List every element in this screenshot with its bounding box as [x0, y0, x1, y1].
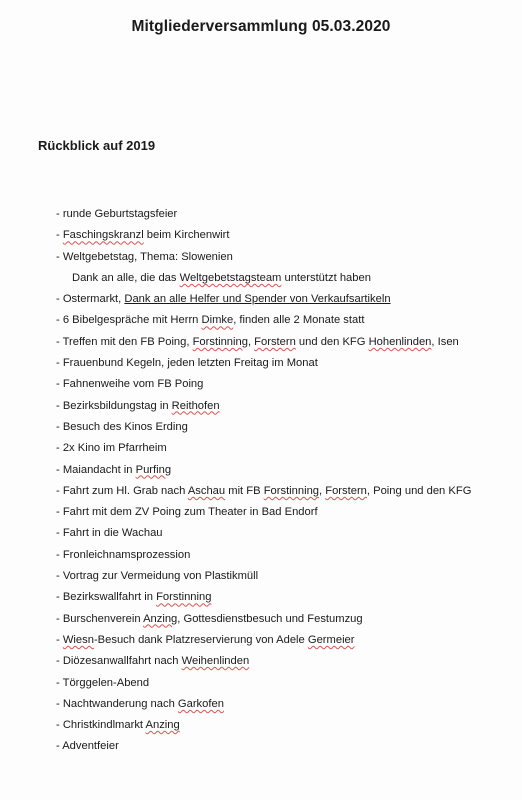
list-item-text: - — [56, 633, 63, 646]
list-item — [56, 417, 516, 438]
list-item-text: - Fahrt zum Hl. Grab nach — [56, 484, 188, 497]
list-item — [56, 694, 516, 715]
list-item-text: - Fahrt in die Wachau — [56, 527, 163, 540]
list-item — [56, 502, 516, 523]
list-item — [56, 630, 516, 651]
list-item — [56, 438, 516, 459]
activity-list — [56, 204, 516, 758]
spellcheck-word: Anzing — [143, 612, 178, 625]
list-item-text: - Fronleichnamsprozession — [56, 548, 191, 561]
list-item-text: beim Kirchenwirt — [143, 229, 230, 242]
spellcheck-word: Garkofen — [177, 697, 224, 710]
list-item — [56, 396, 516, 417]
list-item-text: - 2x Kino im Pfarrheim — [56, 442, 167, 455]
list-item — [56, 481, 516, 502]
spellcheck-word: Forstinning — [156, 591, 212, 604]
spellcheck-word: Purfing — [135, 463, 172, 476]
list-item-text: - Törggelen-Abend — [56, 676, 150, 689]
list-item — [56, 566, 516, 587]
list-item — [56, 523, 516, 544]
list-item — [56, 651, 516, 672]
spellcheck-word: Forstinning — [192, 335, 248, 348]
list-item-text: - Treffen mit den FB Poing, — [56, 335, 193, 348]
spellcheck-word: Anzing — [145, 719, 180, 732]
list-item-text: - Bezirkswallfahrt in — [56, 591, 157, 604]
list-item-text: - Ostermarkt, — [56, 293, 125, 306]
list-item-text: , Isen — [431, 335, 459, 348]
list-item-text: , Poing und den KFG — [366, 484, 472, 497]
list-item — [56, 374, 516, 395]
list-item-text: - runde Geburtstagsfeier — [56, 208, 178, 220]
spellcheck-word: Wiesn — [62, 633, 94, 646]
list-item-text: - Fahnenweihe vom FB Poing — [56, 378, 204, 391]
list-item-text: - Nachtwanderung nach — [56, 697, 178, 710]
list-item-text: - Vortrag zur Vermeidung von Plastikmüll — [56, 570, 259, 583]
list-item — [56, 204, 516, 225]
list-item-text: mit FB — [225, 484, 264, 497]
spellcheck-word: Reithofen — [171, 399, 220, 412]
section-heading: Rückblick auf 2019 — [38, 138, 156, 153]
list-item — [56, 225, 516, 246]
list-item-text: - — [56, 229, 63, 242]
spellcheck-word: Faschingskranzl — [62, 229, 144, 242]
list-item-text: , finden alle 2 Monate statt — [233, 314, 365, 327]
list-item-text: - Adventfeier — [56, 740, 119, 753]
spellcheck-word: Germeier — [307, 633, 355, 646]
list-item-text: - Frauenbund Kegeln, jeden letzten Freitag im Monat — [56, 357, 318, 370]
list-item — [56, 545, 516, 566]
list-item — [56, 715, 516, 736]
list-item-text: , — [247, 335, 255, 348]
spellcheck-word: Weihenlinden — [181, 655, 250, 668]
list-item — [56, 673, 516, 694]
spellcheck-word: Aschau — [187, 484, 226, 497]
list-item-text: - Burschenverein — [56, 612, 144, 625]
list-item-text: -Besuch dank Platzreservierung von Adele — [93, 633, 308, 646]
list-item-text: - Weltgebetstag, Thema: Slowenien — [56, 250, 233, 263]
list-item — [56, 310, 516, 331]
list-item-text: unterstützt haben — [281, 271, 371, 284]
list-item-text: - Fahrt mit dem ZV Poing zum Theater in Bad Endorf — [56, 506, 318, 519]
spellcheck-word: Forstern — [325, 484, 367, 497]
list-item — [56, 332, 516, 353]
list-item-text: , Gottesdienstbesuch und Festumzug — [177, 612, 363, 625]
list-item-text: Dank an alle, die das — [72, 271, 180, 284]
list-item-text: , — [319, 484, 326, 497]
spellcheck-word: Forstern — [254, 335, 296, 348]
list-item — [56, 587, 516, 608]
document-title: Mitgliederversammlung 05.03.2020 — [131, 18, 391, 35]
list-item — [56, 289, 516, 310]
list-item — [56, 736, 516, 757]
spellcheck-word: Weltgebetstagsteam — [179, 271, 282, 284]
list-item — [56, 609, 516, 630]
list-item-text: und den KFG — [295, 335, 369, 348]
list-item-text: - Bezirksbildungstag in — [56, 399, 172, 412]
spellcheck-word: Forstinning — [263, 484, 320, 497]
list-item — [56, 268, 516, 289]
list-item-text: - Diözesanwallfahrt nach — [56, 655, 182, 668]
list-item-text: - Besuch des Kinos Erding — [56, 420, 188, 433]
spellcheck-word: Dimke — [201, 314, 234, 327]
list-item — [56, 353, 516, 374]
list-item-text: - 6 Bibelgespräche mit Herrn — [56, 314, 202, 327]
spellcheck-word: Hohenlinden — [368, 335, 432, 348]
list-item-text: - Maiandacht in — [56, 463, 136, 476]
list-item — [56, 247, 516, 268]
underlined-text: Dank an alle Helfer und Spender von Verkaufsartikeln — [124, 293, 391, 306]
list-item — [56, 460, 516, 481]
list-item-text: - Christkindlmarkt — [56, 719, 146, 732]
